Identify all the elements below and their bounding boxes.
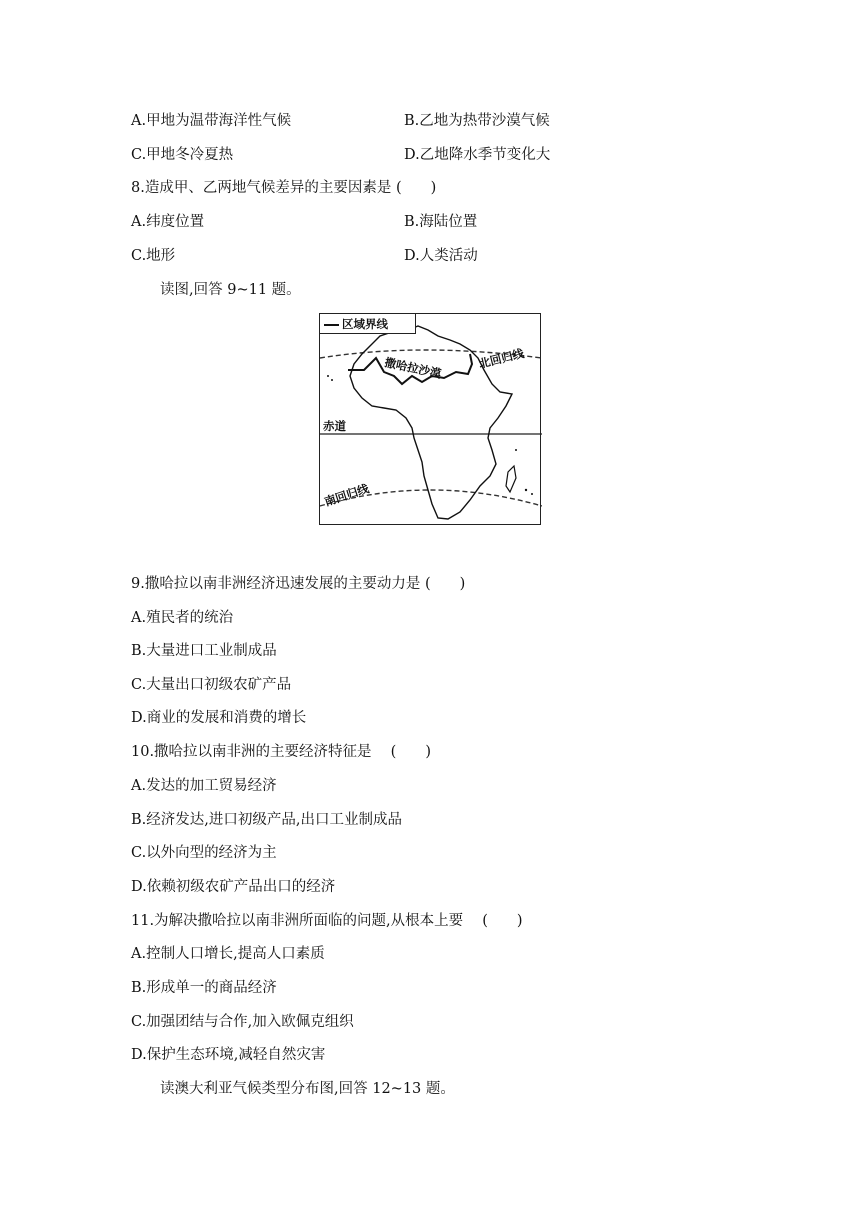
q7-option-c: C.甲地冬冷夏热 xyxy=(131,147,234,163)
q11-option-d: D.保护生态环境,减轻自然灾害 xyxy=(131,1047,326,1063)
q10-option-b: B.经济发达,进口初级产品,出口工业制成品 xyxy=(131,812,402,828)
sahara-label: 撒哈拉沙漠 xyxy=(383,355,443,381)
q8-option-b: B.海陆位置 xyxy=(404,214,478,230)
q7-option-a: A.甲地为温带海洋性气候 xyxy=(131,113,292,129)
q11-stem: 11.为解决撒哈拉以南非洲所面临的问题,从根本上要 ( ) xyxy=(131,913,523,929)
q8-option-c: C.地形 xyxy=(131,248,176,264)
equator-label: 赤道 xyxy=(323,419,346,433)
q11-option-a: A.控制人口增长,提高人口素质 xyxy=(131,946,325,962)
q11-option-c: C.加强团结与合作,加入欧佩克组织 xyxy=(131,1014,354,1030)
q9-option-c: C.大量出口初级农矿产品 xyxy=(131,677,292,693)
q11-option-b: B.形成单一的商品经济 xyxy=(131,980,277,996)
q9-option-a: A.殖民者的统治 xyxy=(131,610,234,626)
q10-option-c: C.以外向型的经济为主 xyxy=(131,845,277,861)
africa-map-drawing xyxy=(320,314,542,526)
africa-map xyxy=(319,313,541,525)
q7-option-b: B.乙地为热带沙漠气候 xyxy=(404,113,550,129)
q9-option-d: D.商业的发展和消费的增长 xyxy=(131,710,307,726)
legend-line-icon xyxy=(324,324,339,326)
q8-option-d: D.人类活动 xyxy=(404,248,478,264)
tropic-cancer-label: 北回归线 xyxy=(477,346,526,371)
intro-12-13: 读澳大利亚气候类型分布图,回答 12~13 题。 xyxy=(160,1081,455,1097)
legend-text: 区域界线 xyxy=(342,317,388,331)
q10-stem: 10.撒哈拉以南非洲的主要经济特征是 ( ) xyxy=(131,744,431,760)
q7-option-d: D.乙地降水季节变化大 xyxy=(404,147,551,163)
q8-stem: 8.造成甲、乙两地气候差异的主要因素是 ( ) xyxy=(131,180,437,196)
tropic-capricorn-label: 南回归线 xyxy=(322,481,371,509)
q9-stem: 9.撒哈拉以南非洲经济迅速发展的主要动力是 ( ) xyxy=(131,576,466,592)
madagascar xyxy=(506,466,516,492)
q9-option-b: B.大量进口工业制成品 xyxy=(131,643,277,659)
q8-option-a: A.纬度位置 xyxy=(131,214,205,230)
q10-option-a: A.发达的加工贸易经济 xyxy=(131,778,277,794)
intro-9-11: 读图,回答 9~11 题。 xyxy=(160,282,301,298)
map-legend xyxy=(320,314,416,334)
q10-option-d: D.依赖初级农矿产品出口的经济 xyxy=(131,879,336,895)
